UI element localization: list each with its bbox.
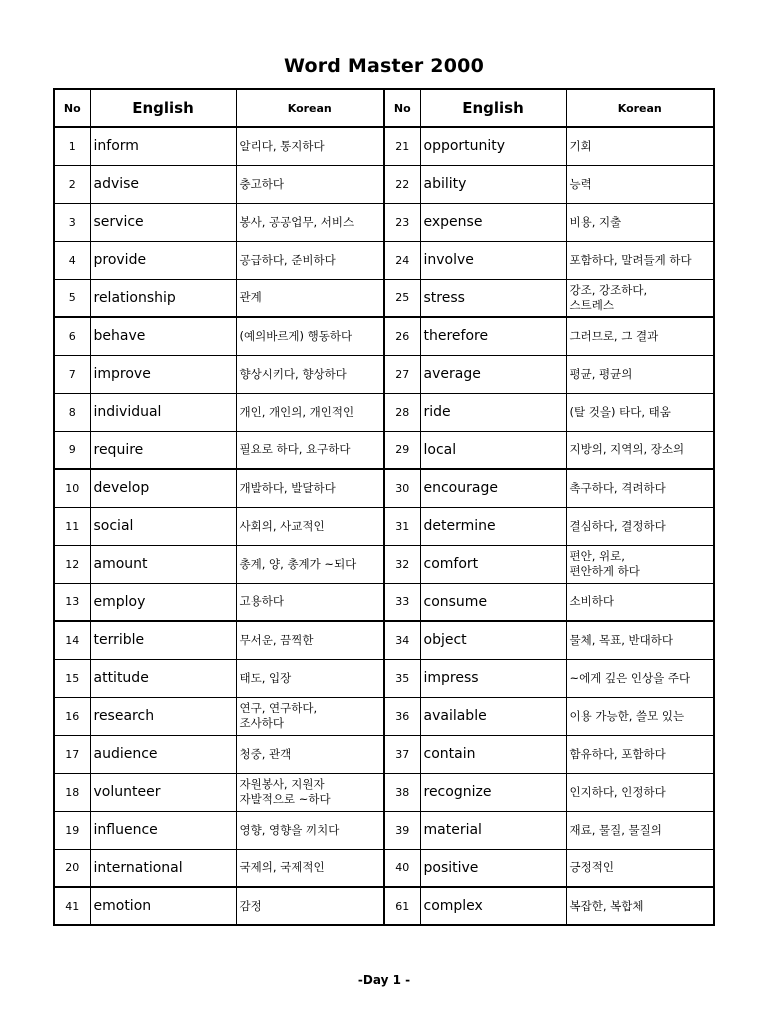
korean-meaning-line: 공급하다, 준비하다 [239, 252, 336, 267]
table-row [54, 355, 714, 393]
korean-meaning [236, 469, 384, 507]
korean-meaning-line: 이용 가능한, 쓸모 있는 [569, 708, 685, 723]
korean-meaning-line: 촉구하다, 격려하다 [569, 480, 666, 495]
korean-meaning [566, 849, 714, 887]
korean-meaning [566, 431, 714, 469]
korean-meaning [566, 659, 714, 697]
english-word: recognize [420, 773, 566, 811]
word-number: 13 [54, 583, 90, 621]
word-number: 19 [54, 811, 90, 849]
korean-meaning [236, 773, 384, 811]
english-word: research [90, 697, 236, 735]
korean-meaning-line: 결심하다, 결정하다 [569, 518, 666, 533]
korean-meaning [236, 279, 384, 317]
table-row [54, 241, 714, 279]
korean-meaning [566, 469, 714, 507]
word-number: 22 [384, 165, 420, 203]
korean-meaning-line: 개인, 개인의, 개인적인 [239, 404, 355, 419]
korean-meaning [566, 735, 714, 773]
korean-meaning-line: 편안하게 하다 [569, 564, 640, 578]
table-row [54, 469, 714, 507]
korean-meaning [236, 697, 384, 735]
table-row [54, 127, 714, 165]
english-word: require [90, 431, 236, 469]
english-word: amount [90, 545, 236, 583]
word-number: 23 [384, 203, 420, 241]
word-number: 6 [54, 317, 90, 355]
korean-meaning-line: 사회의, 사교적인 [239, 518, 325, 533]
english-word: advise [90, 165, 236, 203]
table-row [54, 317, 714, 355]
table-row [54, 507, 714, 545]
english-word: material [420, 811, 566, 849]
english-word: available [420, 697, 566, 735]
korean-meaning [236, 355, 384, 393]
korean-meaning-line: 연구, 연구하다, [239, 701, 318, 715]
english-word: object [420, 621, 566, 659]
korean-meaning [236, 811, 384, 849]
english-word: social [90, 507, 236, 545]
korean-meaning [566, 545, 714, 583]
word-number: 3 [54, 203, 90, 241]
korean-meaning-line: 무서운, 끔찍한 [239, 632, 314, 647]
korean-meaning [566, 583, 714, 621]
korean-meaning [566, 697, 714, 735]
header-no-right: No [384, 89, 420, 127]
korean-meaning [566, 317, 714, 355]
english-word: ride [420, 393, 566, 431]
vocabulary-table [53, 88, 715, 926]
korean-meaning [566, 241, 714, 279]
korean-meaning-line: 봉사, 공공업무, 서비스 [239, 214, 355, 229]
word-number: 5 [54, 279, 90, 317]
english-word: emotion [90, 887, 236, 925]
english-word: therefore [420, 317, 566, 355]
english-word: impress [420, 659, 566, 697]
english-word: involve [420, 241, 566, 279]
word-number: 28 [384, 393, 420, 431]
english-word: determine [420, 507, 566, 545]
word-number: 37 [384, 735, 420, 773]
korean-meaning [566, 393, 714, 431]
table-header-row [54, 89, 714, 127]
word-number: 39 [384, 811, 420, 849]
korean-meaning [236, 849, 384, 887]
korean-meaning-line: 영향, 영향을 끼치다 [239, 822, 340, 837]
korean-meaning-line: 관계 [239, 290, 262, 305]
word-number: 16 [54, 697, 90, 735]
header-english-left: English [90, 89, 236, 127]
korean-meaning-line: 감정 [239, 898, 262, 913]
word-number: 34 [384, 621, 420, 659]
word-number: 11 [54, 507, 90, 545]
english-word: opportunity [420, 127, 566, 165]
english-word: positive [420, 849, 566, 887]
table-row [54, 431, 714, 469]
english-word: average [420, 355, 566, 393]
english-word: relationship [90, 279, 236, 317]
english-word: local [420, 431, 566, 469]
korean-meaning-line: (예의바르게) 행동하다 [239, 328, 353, 343]
header-no-left: No [54, 89, 90, 127]
korean-meaning-line: 기회 [569, 138, 592, 153]
word-number: 38 [384, 773, 420, 811]
word-number: 36 [384, 697, 420, 735]
word-number: 12 [54, 545, 90, 583]
korean-meaning-line: 소비하다 [569, 594, 614, 609]
korean-meaning-line: 강조, 강조하다, [569, 282, 648, 297]
korean-meaning-line: 인지하다, 인정하다 [569, 784, 666, 799]
english-word: develop [90, 469, 236, 507]
table-row [54, 545, 714, 583]
english-word: service [90, 203, 236, 241]
korean-meaning [566, 621, 714, 659]
table-row [54, 203, 714, 241]
table-row [54, 773, 714, 811]
header-korean-right: Korean [566, 89, 714, 127]
korean-meaning [236, 659, 384, 697]
korean-meaning-line: 충고하다 [239, 176, 284, 191]
word-number: 17 [54, 735, 90, 773]
korean-meaning-line: 긍정적인 [569, 860, 614, 875]
korean-meaning-line: 스트레스 [569, 297, 614, 312]
table-row [54, 887, 714, 925]
table-row [54, 697, 714, 735]
korean-meaning [236, 165, 384, 203]
table-row [54, 583, 714, 621]
korean-meaning-line: 함유하다, 포함하다 [569, 746, 666, 761]
korean-meaning-line: 지방의, 지역의, 장소의 [569, 442, 685, 457]
korean-meaning-line: 평균, 평균의 [569, 366, 633, 381]
word-number: 35 [384, 659, 420, 697]
english-word: consume [420, 583, 566, 621]
korean-meaning [566, 127, 714, 165]
english-word: influence [90, 811, 236, 849]
word-number: 61 [384, 887, 420, 925]
korean-meaning-line: 물체, 목표, 반대하다 [569, 632, 673, 647]
word-number: 41 [54, 887, 90, 925]
word-number: 10 [54, 469, 90, 507]
word-number: 26 [384, 317, 420, 355]
word-number: 31 [384, 507, 420, 545]
table-row [54, 849, 714, 887]
english-word: improve [90, 355, 236, 393]
word-number: 1 [54, 127, 90, 165]
vocabulary-body [54, 127, 714, 925]
korean-meaning-line: 능력 [569, 176, 592, 191]
korean-meaning [236, 203, 384, 241]
english-word: comfort [420, 545, 566, 583]
english-word: ability [420, 165, 566, 203]
word-number: 8 [54, 393, 90, 431]
korean-meaning [566, 887, 714, 925]
english-word: audience [90, 735, 236, 773]
english-word: attitude [90, 659, 236, 697]
korean-meaning-line: (탈 것을) 타다, 태움 [569, 404, 671, 419]
korean-meaning-line: 알리다, 통지하다 [239, 138, 325, 153]
english-word: provide [90, 241, 236, 279]
table-row [54, 735, 714, 773]
korean-meaning [566, 165, 714, 203]
english-word: individual [90, 393, 236, 431]
korean-meaning-line: 그러므로, 그 결과 [569, 328, 659, 343]
english-word: inform [90, 127, 236, 165]
english-word: behave [90, 317, 236, 355]
word-number: 24 [384, 241, 420, 279]
korean-meaning [566, 507, 714, 545]
table-row [54, 393, 714, 431]
word-number: 18 [54, 773, 90, 811]
word-number: 29 [384, 431, 420, 469]
korean-meaning [236, 317, 384, 355]
korean-meaning-line: 포함하다, 말려들게 하다 [569, 252, 692, 267]
korean-meaning [566, 203, 714, 241]
korean-meaning-line: 필요로 하다, 요구하다 [239, 442, 351, 457]
korean-meaning-line: 재료, 물질, 물질의 [569, 822, 662, 837]
korean-meaning [236, 887, 384, 925]
korean-meaning-line: 국제의, 국제적인 [239, 860, 325, 875]
english-word: encourage [420, 469, 566, 507]
korean-meaning-line: 총계, 양, 총계가 ~되다 [239, 556, 357, 571]
english-word: international [90, 849, 236, 887]
korean-meaning [566, 279, 714, 317]
word-number: 15 [54, 659, 90, 697]
korean-meaning-line: 자발적으로 ~하다 [239, 792, 331, 806]
table-row [54, 811, 714, 849]
korean-meaning-line: 고용하다 [239, 594, 284, 609]
page-footer: -Day 1 - [357, 973, 411, 987]
word-number: 25 [384, 279, 420, 317]
english-word: contain [420, 735, 566, 773]
korean-meaning [236, 735, 384, 773]
english-word: stress [420, 279, 566, 317]
header-english-right: English [420, 89, 566, 127]
korean-meaning-line: 비용, 지출 [569, 214, 622, 229]
word-number: 40 [384, 849, 420, 887]
table-row [54, 279, 714, 317]
word-number: 4 [54, 241, 90, 279]
korean-meaning [236, 393, 384, 431]
word-number: 20 [54, 849, 90, 887]
korean-meaning [236, 621, 384, 659]
korean-meaning [236, 545, 384, 583]
word-number: 32 [384, 545, 420, 583]
korean-meaning [236, 507, 384, 545]
korean-meaning [566, 355, 714, 393]
korean-meaning [566, 811, 714, 849]
word-number: 30 [384, 469, 420, 507]
table-row [54, 165, 714, 203]
korean-meaning-line: 태도, 입장 [239, 670, 292, 685]
korean-meaning-line: 개발하다, 발달하다 [239, 480, 336, 495]
korean-meaning-line: 자원봉사, 지원자 [239, 777, 325, 791]
english-word: volunteer [90, 773, 236, 811]
korean-meaning [236, 583, 384, 621]
korean-meaning-line: ~에게 깊은 인상을 주다 [569, 670, 691, 685]
page-title: Word Master 2000 [284, 55, 484, 77]
word-number: 7 [54, 355, 90, 393]
word-number: 21 [384, 127, 420, 165]
korean-meaning [236, 431, 384, 469]
word-number: 33 [384, 583, 420, 621]
word-number: 2 [54, 165, 90, 203]
english-word: employ [90, 583, 236, 621]
word-number: 27 [384, 355, 420, 393]
word-number: 9 [54, 431, 90, 469]
english-word: terrible [90, 621, 236, 659]
korean-meaning [566, 773, 714, 811]
english-word: expense [420, 203, 566, 241]
korean-meaning [236, 127, 384, 165]
korean-meaning-line: 향상시키다, 향상하다 [239, 366, 347, 381]
header-korean-left: Korean [236, 89, 384, 127]
table-row [54, 659, 714, 697]
korean-meaning-line: 편안, 위로, [569, 549, 625, 563]
korean-meaning-line: 조사하다 [239, 716, 284, 730]
english-word: complex [420, 887, 566, 925]
word-number: 14 [54, 621, 90, 659]
table-row [54, 621, 714, 659]
korean-meaning [236, 241, 384, 279]
korean-meaning-line: 청중, 관객 [239, 746, 292, 761]
korean-meaning-line: 복잡한, 복합체 [569, 898, 644, 913]
